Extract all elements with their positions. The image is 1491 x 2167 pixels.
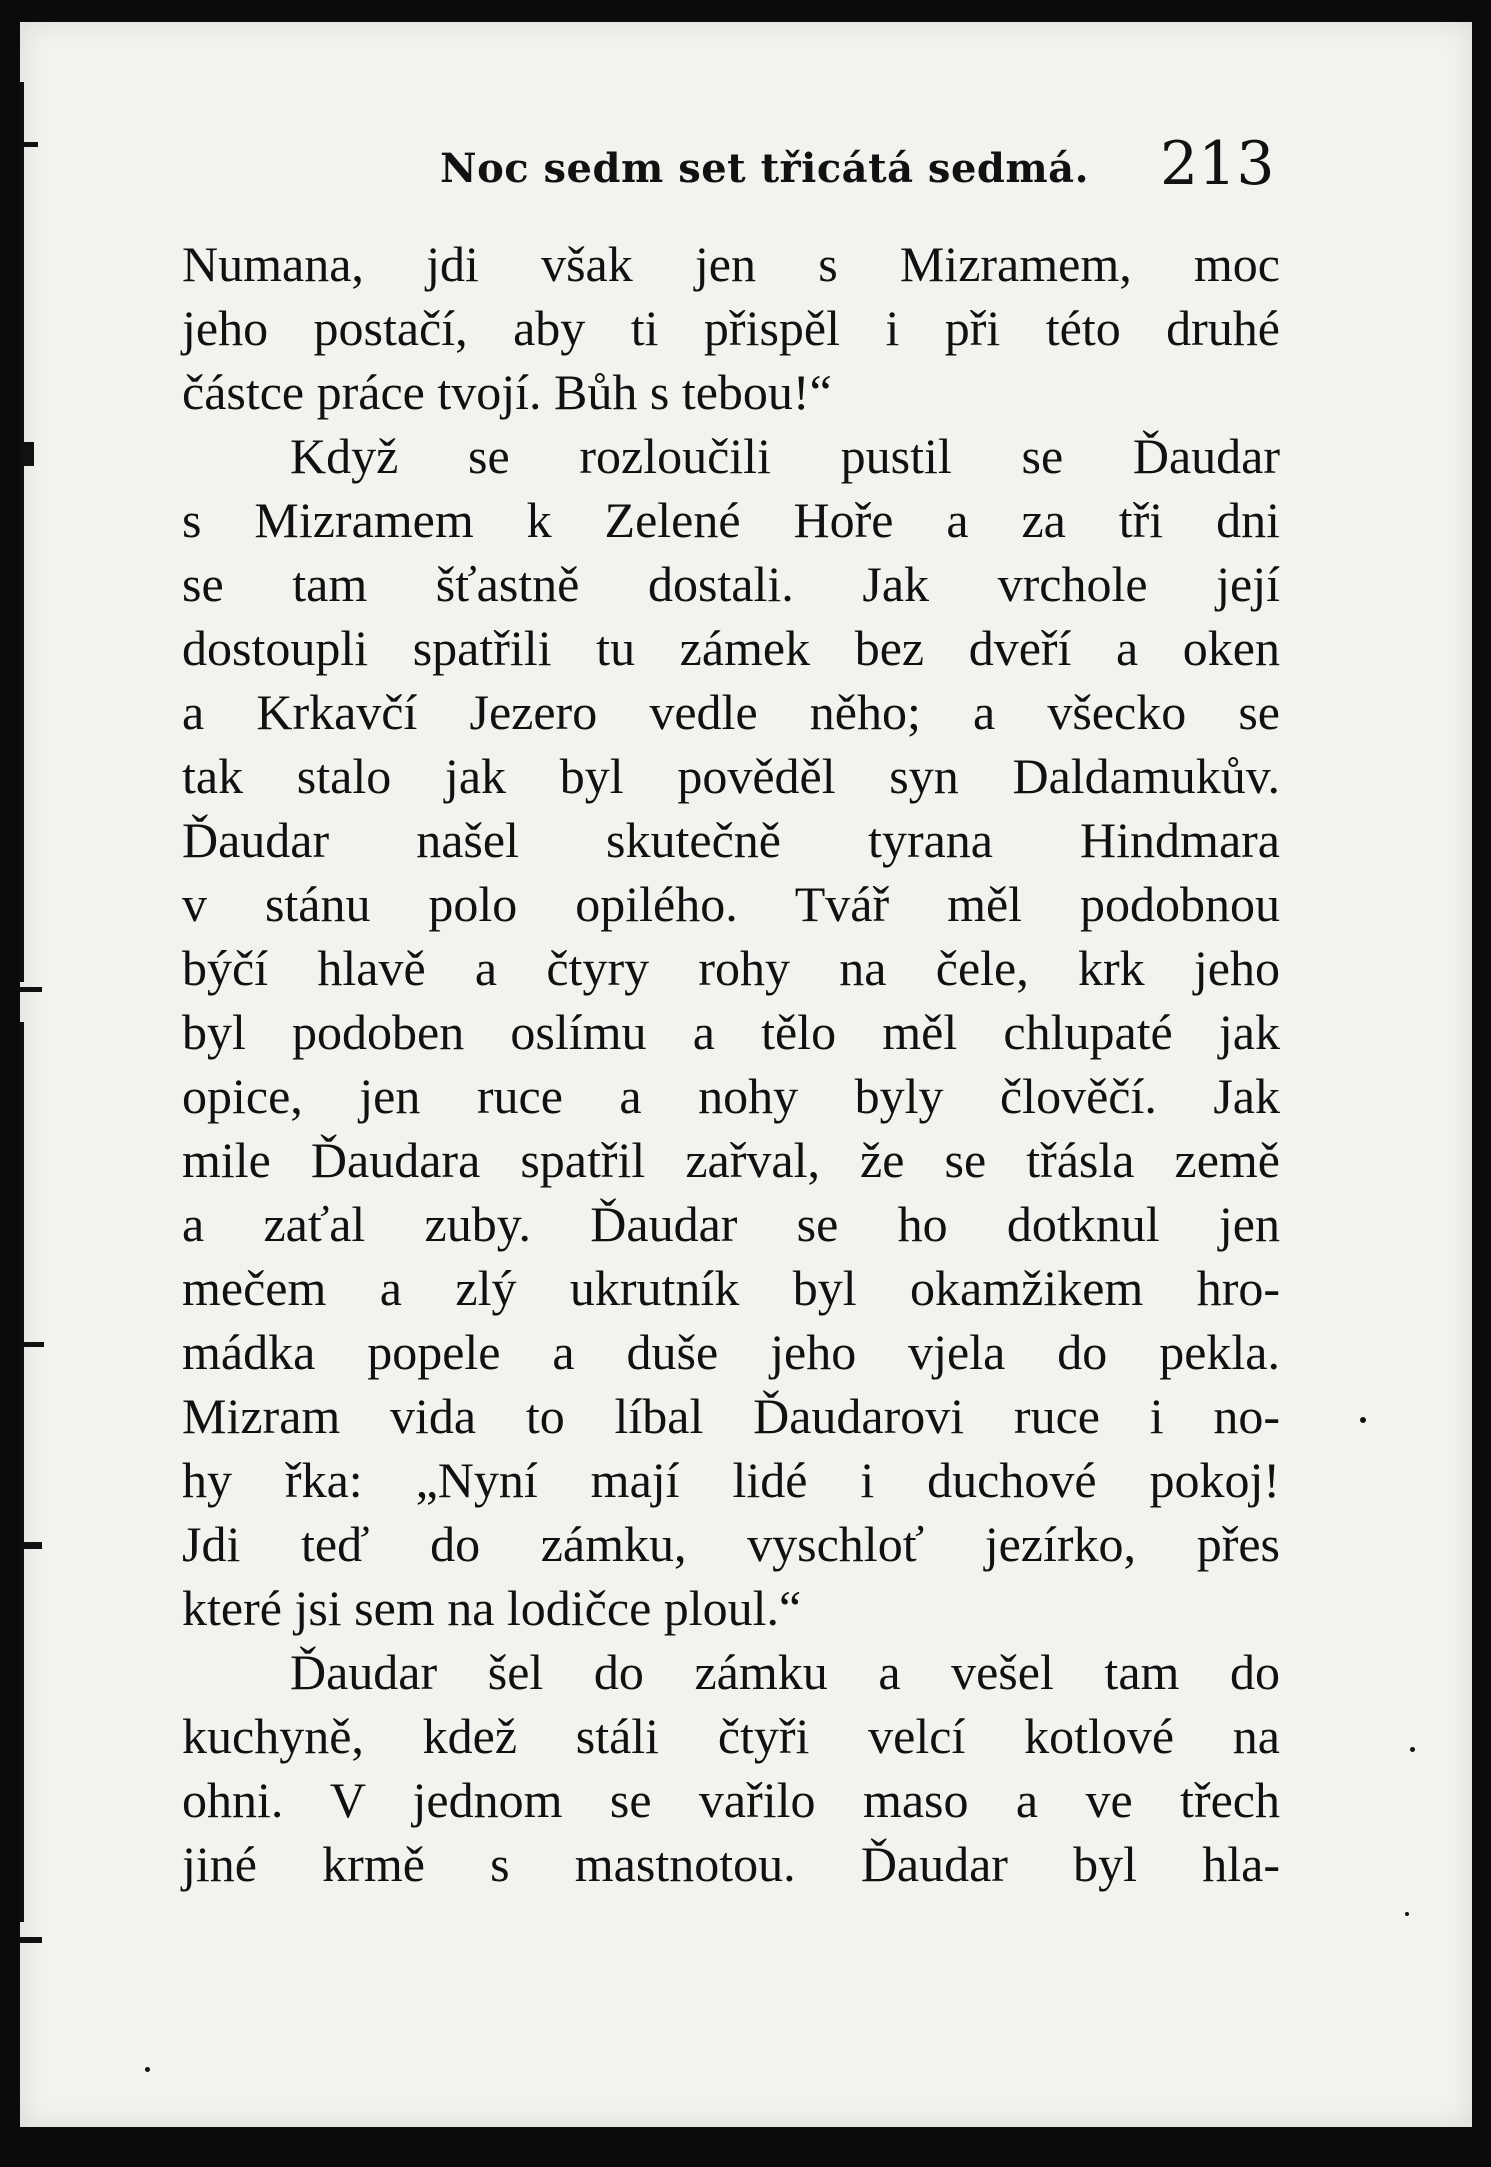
text-line: ohni. V jednom se vařilo maso a ve třech [182,1772,1280,1828]
scan-tick-mark [20,1937,42,1943]
scan-speck [145,2067,150,2072]
running-title: Noc sedm set třicátá sedmá. [440,145,1090,192]
scan-tick-mark [20,442,34,466]
text-line: které jsi sem na lodičce ploul.“ [182,1580,802,1636]
text-line: Když se rozloučili pustil se Ďaudar [290,428,1280,484]
scan-speck [1360,1417,1366,1423]
text-line: a Krkavčí Jezero vedle něho; a všecko se [182,684,1280,740]
text-line: byl podoben oslímu a tělo měl chlupaté jak [182,1004,1280,1060]
text-line: částce práce tvojí. Bůh s tebou!“ [182,364,832,420]
scan-speck [1405,1912,1409,1916]
text-line: a zaťal zuby. Ďaudar se ho dotknul jen [182,1196,1280,1252]
body-text [182,232,1280,1896]
text-line: Ďaudar šel do zámku a vešel tam do [290,1644,1280,1700]
text-line: Mizram vida to líbal Ďaudarovi ruce i no- [182,1388,1280,1444]
text-line: s Mizramem k Zelené Hoře a za tři dni [182,492,1280,548]
text-line: Jdi teď do zámku, vyschloť jezírko, přes [182,1516,1280,1572]
text-line: dostoupli spatřili tu zámek bez dveří a oken [182,620,1280,676]
text-line: jeho postačí, aby ti přispěl i při této druhé [182,300,1280,356]
scan-edge-line [20,1022,24,1922]
book-page [20,22,1472,2127]
text-line: tak stalo jak byl pověděl syn Daldamukův. [182,748,1280,804]
scan-edge-line [20,82,24,982]
scan-tick-mark [20,1342,44,1347]
page-number: 213 [1160,129,1275,199]
scan-tick-mark [20,987,42,992]
text-line: mečem a zlý ukrutník byl okamžikem hro- [182,1260,1280,1316]
text-line: jiné krmě s mastnotou. Ďaudar byl hla- [182,1836,1280,1892]
scan-tick-mark [20,1542,42,1549]
text-line: kuchyně, kdež stáli čtyři velcí kotlové na [182,1708,1280,1764]
text-line: mile Ďaudara spatřil zařval, že se třásla země [182,1132,1280,1188]
running-header [20,117,1472,197]
scan-tick-mark [20,142,38,147]
text-line: Numana, jdi však jen s Mizramem, moc [182,236,1280,292]
scan-speck [1410,1747,1415,1752]
text-line: býčí hlavě a čtyry rohy na čele, krk jeho [182,940,1280,996]
text-line: Ďaudar našel skutečně tyrana Hindmara [182,812,1280,868]
text-line: se tam šťastně dostali. Jak vrchole její [182,556,1280,612]
text-line: mádka popele a duše jeho vjela do pekla. [182,1324,1280,1380]
text-line: opice, jen ruce a nohy byly člověčí. Jak [182,1068,1280,1124]
text-line: v stánu polo opilého. Tvář měl podobnou [182,876,1280,932]
text-line: hy řka: „Nyní mají lidé i duchové pokoj! [182,1452,1280,1508]
